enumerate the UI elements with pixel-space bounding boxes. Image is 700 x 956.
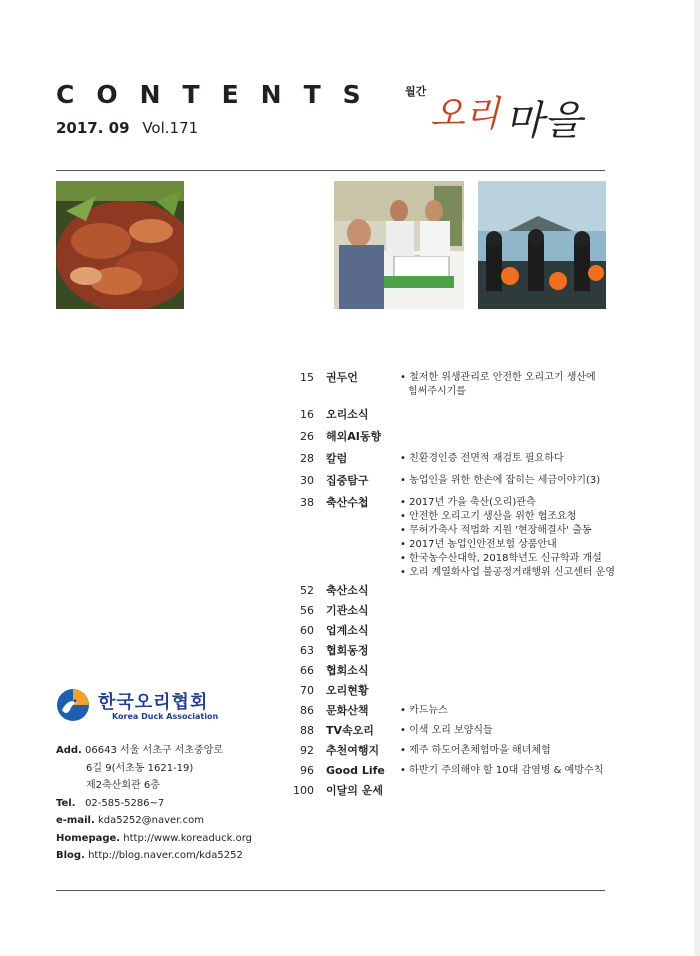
top-divider <box>56 170 605 171</box>
email-label: e-mail. <box>56 815 95 826</box>
contact-block <box>56 742 252 865</box>
address-line-1 <box>56 742 252 760</box>
toc-page-number: 96 <box>300 764 314 777</box>
toc-items <box>396 604 644 618</box>
toc-page-number: 56 <box>300 604 314 617</box>
toc-page-number: 30 <box>300 474 314 487</box>
toc-item: • 무허가축사 적법화 지원 '현장해결사' 출동 <box>400 524 644 538</box>
toc-item: • 오리 계열화사업 불공정거래행위 신고센터 운영 <box>400 566 644 580</box>
meeting-photo <box>334 181 464 309</box>
magazine-logo-colored: 오리 <box>430 94 500 135</box>
tel-line <box>56 795 252 813</box>
toc-section-title: 축산소식 <box>326 584 369 597</box>
toc-row[interactable] <box>284 624 644 638</box>
toc-row[interactable] <box>284 474 644 488</box>
toc-page-number: 28 <box>300 452 314 465</box>
toc-section-title: 해외AI동향 <box>326 430 382 443</box>
food-photo <box>56 181 184 309</box>
toc-item: • 카드뉴스 <box>400 704 644 718</box>
toc-item: • 철저한 위생관리로 안전한 오리고기 생산에 <box>400 371 644 385</box>
toc-row[interactable] <box>284 764 644 778</box>
blog-line <box>56 847 252 865</box>
blog-link[interactable]: http://blog.naver.com/kda5252 <box>88 850 243 861</box>
toc-row[interactable] <box>284 604 644 618</box>
toc-row[interactable] <box>284 584 644 598</box>
contents-title: CONTENTS <box>56 80 383 109</box>
toc-item: • 안전한 오리고기 생산을 위한 협조요청 <box>400 510 644 524</box>
duck-association-logo-icon <box>56 688 90 722</box>
homepage-line <box>56 830 252 848</box>
toc-item: • 농업인을 위한 한손에 잡히는 세금이야기(3) <box>400 474 644 488</box>
blog-label: Blog. <box>56 850 85 861</box>
issue-volume: Vol.171 <box>142 119 199 137</box>
homepage-label: Homepage. <box>56 832 121 844</box>
email-line <box>56 812 252 830</box>
toc-row[interactable] <box>284 452 644 466</box>
toc-section-title: 오리현황 <box>326 684 369 697</box>
toc-items <box>396 704 644 718</box>
toc-items <box>396 744 644 758</box>
org-name: 한국오리협회 <box>98 692 209 713</box>
toc-section-title: 업계소식 <box>326 624 369 637</box>
magazine-logo <box>400 86 590 156</box>
toc-item: 힘써주시기를 <box>408 386 466 397</box>
toc-row[interactable] <box>284 664 644 678</box>
toc-section-title: 협회소식 <box>326 664 369 677</box>
toc-section-title: 권두언 <box>326 371 358 384</box>
toc-item: • 하반기 주의해야 할 10대 감염병 & 예방수칙 <box>400 764 644 778</box>
toc-items <box>396 430 644 444</box>
toc-item: • 친환경인증 전면적 재검토 필요하다 <box>400 452 644 466</box>
toc-item: • 제주 하도어촌체험마을 해녀체험 <box>400 744 644 758</box>
toc-items <box>396 371 644 399</box>
toc-row[interactable] <box>284 684 644 698</box>
toc-page-number: 63 <box>300 644 314 657</box>
toc-item: • 2017년 가을 축산(오리)관측 <box>400 496 644 510</box>
toc-items <box>396 724 644 738</box>
toc-items <box>396 664 644 678</box>
divers-photo <box>478 181 606 309</box>
toc-row[interactable] <box>284 704 644 718</box>
magazine-prefix: 월간 <box>405 85 427 98</box>
bottom-divider <box>56 890 605 891</box>
toc-items <box>396 644 644 658</box>
toc-item: • 한국농수산대학, 2018학년도 신규학과 개설 <box>400 552 644 566</box>
toc-section-title: 이달의 운세 <box>326 784 383 797</box>
org-name-english: Korea Duck Association <box>112 712 219 721</box>
toc-items <box>396 784 644 798</box>
toc-section-title: 칼럼 <box>326 452 348 465</box>
toc-page-number: 60 <box>300 624 314 637</box>
toc-page-number: 70 <box>300 684 314 697</box>
toc-section-title: 축산수첩 <box>326 496 369 509</box>
toc-row[interactable] <box>284 430 644 444</box>
toc-section-title: Good Life <box>326 764 385 777</box>
toc-items <box>396 624 644 638</box>
toc-items <box>396 474 644 488</box>
issue-line <box>56 119 198 137</box>
page-edge <box>694 0 700 956</box>
homepage-link[interactable]: http://www.koreaduck.org <box>123 832 252 844</box>
toc-page-number: 16 <box>300 408 314 421</box>
toc-page-number: 66 <box>300 664 314 677</box>
toc-item: • 이색 오리 보양식들 <box>400 724 644 738</box>
address-label: Add. <box>56 745 82 756</box>
toc-page-number: 88 <box>300 724 314 737</box>
toc-items <box>396 496 644 580</box>
tel-label: Tel. <box>56 797 76 809</box>
toc-row[interactable] <box>284 371 644 399</box>
issue-date: 2017. 09 <box>56 119 130 137</box>
address-line-2: 6길 9(서초동 1621-19) <box>86 762 194 774</box>
toc-section-title: 추천여행지 <box>326 744 380 757</box>
table-of-contents <box>284 365 644 798</box>
toc-row[interactable] <box>284 744 644 758</box>
toc-page-number: 86 <box>300 704 314 717</box>
toc-items <box>396 584 644 598</box>
magazine-logo-dark: 마을 <box>505 98 583 144</box>
toc-items <box>396 452 644 466</box>
toc-page-number: 100 <box>293 784 314 797</box>
toc-section-title: 협회동정 <box>326 644 369 657</box>
toc-items <box>396 764 644 778</box>
toc-page-number: 52 <box>300 584 314 597</box>
toc-row[interactable] <box>284 496 644 580</box>
toc-section-title: 집중탐구 <box>326 474 369 487</box>
toc-items <box>396 408 644 422</box>
toc-section-title: TV속오리 <box>326 724 374 737</box>
toc-row[interactable] <box>284 644 644 658</box>
tel-value: 02-585-5286~7 <box>85 797 165 809</box>
toc-page-number: 38 <box>300 496 314 509</box>
toc-items <box>396 684 644 698</box>
toc-row[interactable] <box>284 408 644 422</box>
address-line-3: 제2축산회관 6층 <box>86 780 160 791</box>
toc-row[interactable] <box>284 784 644 798</box>
toc-section-title: 오리소식 <box>326 408 369 421</box>
address-text: 06643 서울 서초구 서초중앙로 <box>85 745 223 756</box>
toc-item: • 2017년 농업인안전보험 상품안내 <box>400 538 644 552</box>
toc-page-number: 92 <box>300 744 314 757</box>
email-value[interactable]: kda5252@naver.com <box>97 815 204 826</box>
toc-section-title: 기관소식 <box>326 604 369 617</box>
toc-row[interactable] <box>284 724 644 738</box>
toc-page-number: 15 <box>300 371 314 384</box>
toc-section-title: 문화산책 <box>326 704 369 717</box>
toc-page-number: 26 <box>300 430 314 443</box>
